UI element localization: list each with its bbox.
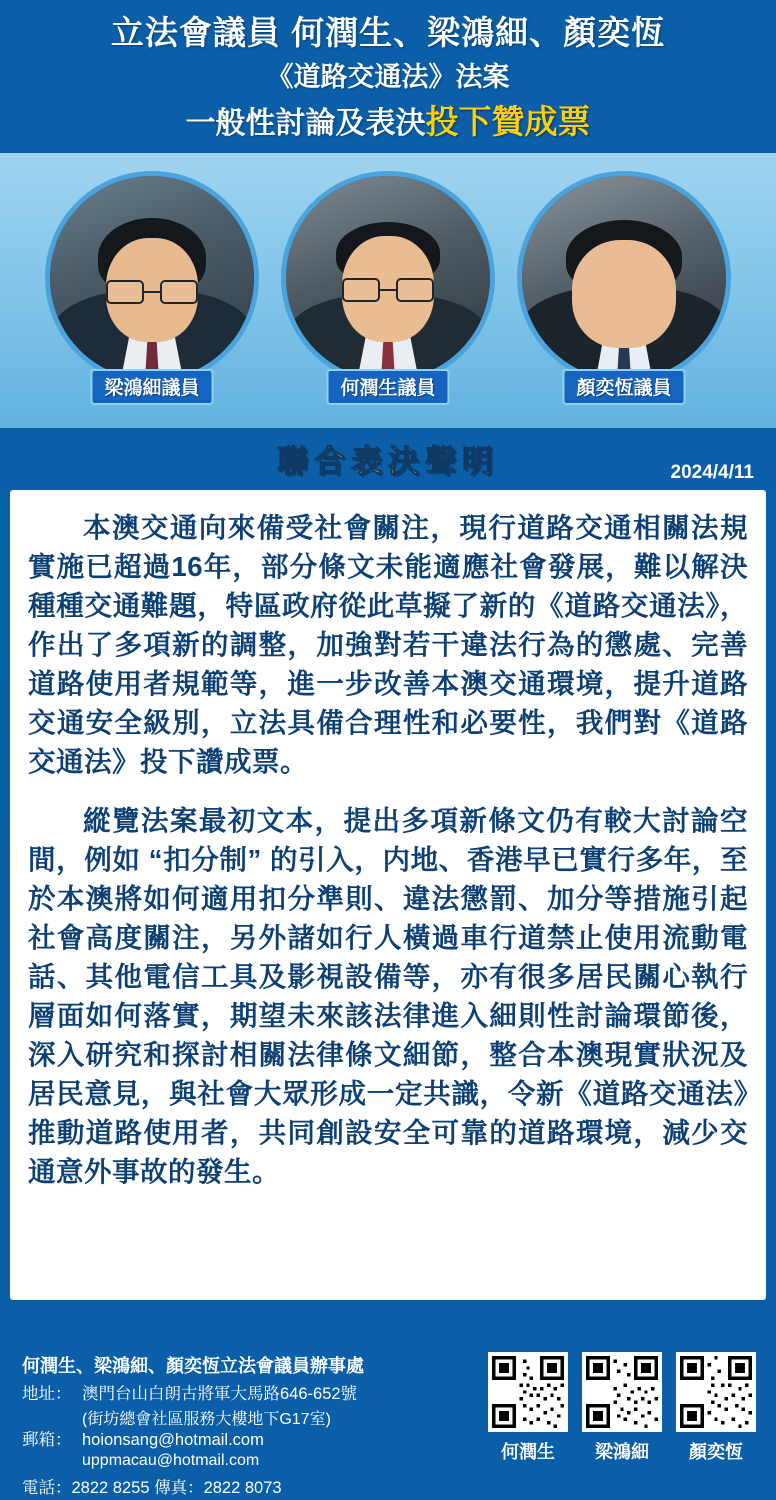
person-card (515, 171, 733, 411)
qr-code[interactable] (582, 1352, 662, 1432)
footer-telephone: 電話：2822 8255 傳真：2822 8073 (22, 1478, 282, 1497)
footer-email-value[interactable]: hoionsang@hotmail.com (82, 1430, 264, 1449)
person-name-tag: 顏奕恆議員 (562, 369, 685, 405)
statement-title-bar (0, 428, 776, 490)
footer-email-row (22, 1429, 364, 1452)
portrait-band (0, 153, 776, 428)
footer-office-name: 何潤生、梁鴻細、顏奕恆立法會議員辦事處 (22, 1356, 364, 1376)
statement-paragraph: 縱覽法案最初文本，提出多項新條文仍有較大討論空間，例如 “扣分制” 的引入，内地、香港早已實行多年，至於本澳將如何適用扣分準則、違法懲罰、加分等措施引起社會高度關注，另外諸如行人橫過車行道禁止使用流動電話、其他電信工具及影視設備等，亦有很多居民關心執行層面如何落實，期望未來該法律進入細則性討論環節後，深入研究和探討相關法律條文細節，整合本澳現實狀況及居民意見，與社會大眾形成一定共識，令新《道路交通法》推動道路使用者，共同創設安全可靠的道路環境，減少交通意外事故的發生。 (28, 804, 748, 1188)
footer-email-value2[interactable]: uppmacau@hotmail.com (82, 1451, 260, 1469)
footer-email-label: 郵箱： (22, 1430, 72, 1449)
person-name-tag: 何潤生議員 (326, 369, 449, 405)
portrait-photo (281, 171, 495, 385)
statement-body (10, 490, 766, 1300)
portrait-photo (45, 171, 259, 385)
footer-qr-block (488, 1352, 762, 1492)
header-vote-prefix: 一般性討論及表決 (185, 107, 426, 140)
statement-paragraph: 本澳交通向來備受社會關注，現行道路交通相關法規實施已超過16年，部分條文未能適應社會發展，難以解決種種交通難題，特區政府從此草擬了新的《道路交通法》，作出了多項新的調整，加強對若干違法行為的懲處、完善道路使用者規範等，進一步改善本澳交通環境，提升道路交通安全級別，立法具備合理性和必要性，我們對《道路交通法》投下讚成票。 (28, 511, 748, 777)
portrait-photo (517, 171, 731, 385)
footer-address-value2: (街坊總會社區服務大樓地下G17室) (82, 1410, 331, 1428)
header-vote-highlight: 投下贊成票 (425, 103, 591, 140)
header (0, 0, 776, 153)
statement-title: 聯合表決聲明 (277, 444, 499, 479)
qr-label: 何潤生 (501, 1442, 555, 1462)
footer (0, 1342, 776, 1500)
footer-address-value: 澳門台山白朗古將軍大馬路646-652號 (82, 1385, 358, 1403)
header-vote-line (14, 101, 762, 143)
footer-address-row (22, 1383, 364, 1406)
statement-date: 2024/4/11 (670, 461, 754, 483)
person-card (43, 171, 261, 411)
qr-label: 梁鴻細 (595, 1442, 649, 1462)
footer-contact-block (22, 1352, 364, 1497)
person-name-tag: 梁鴻細議員 (90, 369, 213, 405)
header-bill-name: 《道路交通法》法案 (266, 62, 510, 93)
qr-code[interactable] (488, 1352, 568, 1432)
qr-code[interactable] (676, 1352, 756, 1432)
person-card (279, 171, 497, 411)
header-legislators-line: 立法會議員 何潤生、梁鴻細、顏奕恆 (110, 14, 666, 51)
qr-label: 顏奕恆 (689, 1442, 743, 1462)
footer-address-label: 地址： (22, 1385, 72, 1403)
